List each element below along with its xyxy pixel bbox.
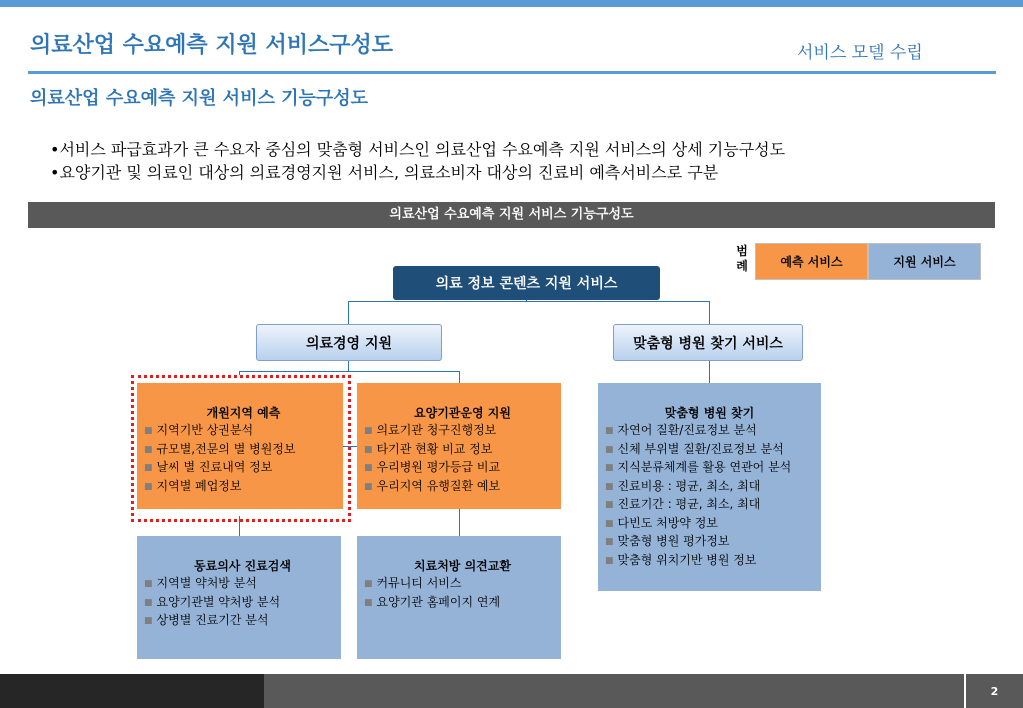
hospital-ops-card: [357, 383, 561, 509]
connector-line: [239, 371, 459, 372]
card-item: ■ 우리병원 평가등급 비교: [364, 460, 501, 474]
card-item: ■ 요양기관 홈페이지 연계: [364, 594, 501, 609]
root-node: 의료 정보 콘텐츠 지원 서비스: [393, 266, 660, 300]
card-item: ■ 지식분류체계를 활용 연관어 분석: [605, 460, 792, 474]
legend-label: 범례: [736, 244, 748, 273]
card-title: 맞춤형 병원 찾기: [664, 406, 755, 420]
title-divider: [28, 71, 996, 74]
subtitle: 의료산업 수요예측 지원 서비스 기능구성도: [30, 88, 369, 109]
bullet-item: •서비스 파급효과가 큰 수요자 중심의 맞춤형 서비스인 의료산업 수요예측 지원 서비스의 상세 기능구성도: [50, 140, 786, 159]
connector-line: [709, 301, 710, 324]
card-item: ■ 지역별 약처방 분석: [144, 576, 257, 590]
card-item: ■ 우리지역 유행질환 예보: [364, 478, 501, 493]
card-item: ■ 맞춤형 병원 평가정보: [605, 534, 730, 548]
card-item: ■ 지역기반 상권분석: [144, 423, 254, 437]
legend-forecast-service: 예측 서비스: [755, 243, 868, 280]
card-item: ■ 신체 부위별 질환/진료정보 분석: [605, 441, 784, 456]
connector-line: [348, 301, 709, 302]
custom-hospital-find-card: [598, 383, 821, 591]
card-item: ■ 맞춤형 위치기반 병원 정보: [605, 552, 757, 567]
connector-line: [709, 359, 710, 383]
connector-line: [348, 301, 349, 324]
page-number: 2: [990, 684, 999, 698]
top-accent-bar: [0, 0, 1023, 7]
card-item: ■ 날씨 별 진료내역 정보: [144, 460, 273, 474]
card-item: ■ 요양기관별 약처방 분석: [144, 594, 281, 609]
peer-doctor-search-card: [137, 536, 341, 659]
card-item: ■ 자연어 질환/진료정보 분석: [605, 423, 757, 437]
card-item: ■ 상병별 진료기간 분석: [144, 613, 269, 627]
card-title: 동료의사 진료검색: [194, 559, 291, 573]
legend-support-service: 지원 서비스: [868, 243, 981, 280]
card-title: 개원지역 예측: [206, 406, 281, 420]
card-item: ■ 지역별 폐업정보: [144, 478, 242, 493]
connector-line: [459, 371, 460, 383]
card-item: ■ 진료비용 : 평균, 최소, 최대: [605, 478, 761, 493]
bullet-item: •요양기관 및 의료인 대상의 의료경영지원 서비스, 의료소비자 대상의 진료비 예측서비스로 구분: [50, 163, 719, 182]
hospital-finder-node: 맞춤형 병원 찾기 서비스: [613, 324, 803, 361]
card-item: ■ 규모별,전문의 별 병원정보: [144, 441, 296, 456]
card-item: ■ 타기관 현황 비교 정보: [364, 441, 493, 456]
section-heading-bar: 의료산업 수요예측 지원 서비스 기능구성도: [28, 202, 995, 228]
page-title: 의료산업 수요예측 지원 서비스구성도: [30, 33, 394, 58]
medical-management-node: 의료경영 지원: [256, 324, 442, 361]
card-item: ■ 진료기간 : 평균, 최소, 최대: [605, 497, 761, 511]
treatment-opinion-card: [357, 536, 561, 659]
card-item: ■ 커뮤니티 서비스: [364, 576, 462, 590]
highlight-dotted-frame: [131, 375, 351, 522]
footer-gray-band: [264, 674, 964, 708]
card-title: 치료처방 의견교환: [414, 559, 511, 573]
card-item: ■ 다빈도 처방약 정보: [605, 515, 718, 530]
connector-line: [459, 509, 460, 536]
card-item: ■ 의료기관 청구진행정보: [364, 423, 497, 437]
footer-dark-band: [0, 674, 264, 708]
card-title: 요양기관운영 지원: [414, 406, 511, 420]
section-tag: 서비스 모델 수립: [797, 43, 923, 63]
